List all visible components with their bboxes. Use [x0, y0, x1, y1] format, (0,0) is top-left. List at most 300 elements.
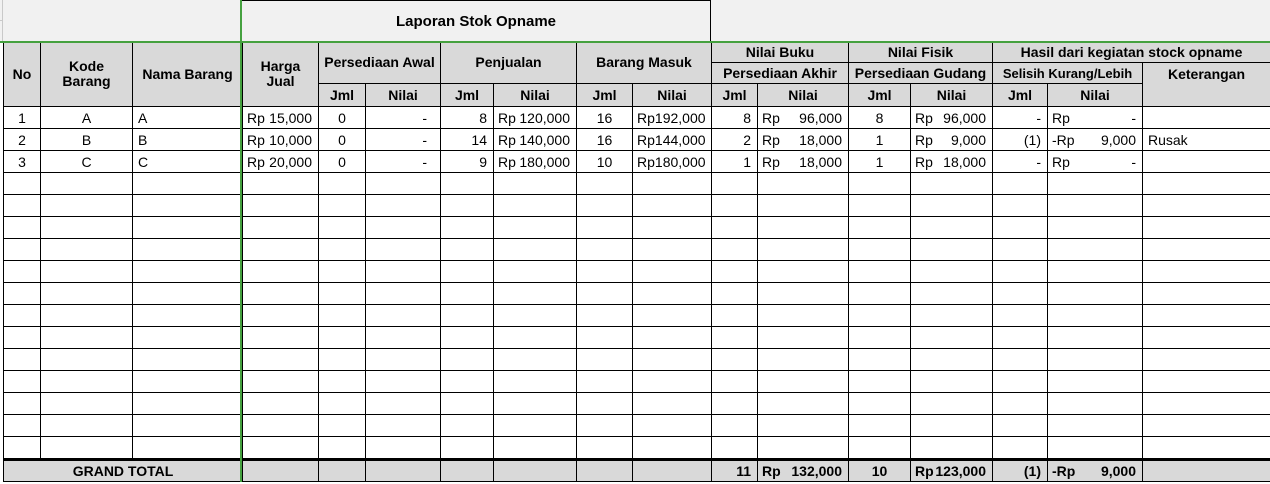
- empty-cell[interactable]: [4, 415, 41, 436]
- empty-cell[interactable]: [4, 305, 41, 326]
- empty-cell[interactable]: [1048, 415, 1143, 436]
- cell-pj-nilai[interactable]: [494, 129, 577, 150]
- cell-pj-jml[interactable]: 14: [441, 129, 494, 150]
- empty-cell[interactable]: [577, 349, 633, 370]
- cell-harga[interactable]: [243, 151, 319, 172]
- empty-cell[interactable]: [366, 283, 441, 304]
- empty-cell[interactable]: [366, 327, 441, 348]
- col-header-barang-masuk[interactable]: Barang Masuk: [577, 42, 712, 84]
- empty-cell[interactable]: [911, 437, 993, 458]
- empty-cell[interactable]: [712, 305, 758, 326]
- empty-cell[interactable]: [993, 217, 1048, 238]
- empty-cell[interactable]: [319, 393, 366, 414]
- empty-cell[interactable]: [319, 305, 366, 326]
- cell-nb-nilai[interactable]: [758, 129, 849, 150]
- empty-cell[interactable]: [366, 349, 441, 370]
- empty-cell[interactable]: [243, 327, 319, 348]
- cell-nb-jml[interactable]: 2: [712, 129, 758, 150]
- empty-cell[interactable]: [243, 239, 319, 260]
- empty-cell[interactable]: [758, 371, 849, 392]
- cell-nf-jml[interactable]: 1: [849, 151, 911, 172]
- empty-cell[interactable]: [1143, 261, 1270, 282]
- empty-cell[interactable]: [319, 239, 366, 260]
- empty-cell[interactable]: [319, 371, 366, 392]
- cell-kode[interactable]: A: [41, 107, 133, 128]
- empty-cell[interactable]: [911, 261, 993, 282]
- empty-cell[interactable]: [712, 195, 758, 216]
- empty-cell[interactable]: [993, 305, 1048, 326]
- col-header-nf-nilai[interactable]: Nilai: [911, 84, 993, 106]
- empty-cell[interactable]: [41, 437, 133, 458]
- empty-cell[interactable]: [577, 327, 633, 348]
- empty-cell[interactable]: [849, 327, 911, 348]
- col-header-hasil[interactable]: Hasil dari kegiatan stock opname: [993, 42, 1270, 63]
- grand-total-sl-jml[interactable]: (1): [993, 461, 1048, 481]
- empty-cell[interactable]: [993, 349, 1048, 370]
- empty-cell[interactable]: [1143, 371, 1270, 392]
- empty-cell[interactable]: [712, 371, 758, 392]
- empty-cell[interactable]: [366, 437, 441, 458]
- empty-cell[interactable]: [41, 327, 133, 348]
- empty-cell[interactable]: [41, 415, 133, 436]
- empty-cell[interactable]: [41, 239, 133, 260]
- empty-cell[interactable]: [133, 437, 243, 458]
- cell-pj-jml[interactable]: 8: [441, 107, 494, 128]
- empty-cell[interactable]: [633, 415, 712, 436]
- empty-cell[interactable]: [133, 305, 243, 326]
- empty-cell[interactable]: [577, 437, 633, 458]
- empty-cell[interactable]: [243, 437, 319, 458]
- cell-sl-jml[interactable]: (1): [993, 129, 1048, 150]
- cell-no[interactable]: 1: [4, 107, 41, 128]
- empty-cell[interactable]: [133, 371, 243, 392]
- empty-cell[interactable]: [133, 195, 243, 216]
- col-header-pj-nilai[interactable]: Nilai: [494, 84, 577, 106]
- empty-cell[interactable]: [441, 305, 494, 326]
- cell-bm-jml[interactable]: 10: [577, 151, 633, 172]
- empty-cell[interactable]: [441, 195, 494, 216]
- empty-cell[interactable]: [319, 349, 366, 370]
- empty-cell[interactable]: [133, 261, 243, 282]
- cell-sl-jml[interactable]: -: [993, 107, 1048, 128]
- col-header-bm-nilai[interactable]: Nilai: [633, 84, 712, 106]
- empty-cell[interactable]: [1143, 173, 1270, 194]
- cell-bm-nilai[interactable]: [633, 129, 712, 150]
- empty-cell[interactable]: [441, 261, 494, 282]
- empty-cell[interactable]: [494, 217, 577, 238]
- empty-cell[interactable]: [41, 261, 133, 282]
- empty-cell[interactable]: [633, 305, 712, 326]
- cell-pa-jml[interactable]: 0: [319, 107, 366, 128]
- col-header-pj-jml[interactable]: Jml: [441, 84, 494, 106]
- empty-cell[interactable]: [41, 173, 133, 194]
- col-header-nama-barang[interactable]: Nama Barang: [133, 42, 243, 106]
- empty-cell[interactable]: [494, 393, 577, 414]
- cell-keterangan[interactable]: [1143, 107, 1270, 128]
- empty-cell[interactable]: [712, 437, 758, 458]
- empty-cell[interactable]: [1143, 283, 1270, 304]
- empty-cell[interactable]: [758, 349, 849, 370]
- cell-nf-nilai[interactable]: [911, 107, 993, 128]
- empty-cell[interactable]: [849, 217, 911, 238]
- empty-cell[interactable]: [633, 195, 712, 216]
- empty-cell[interactable]: [712, 173, 758, 194]
- empty-cell[interactable]: [911, 371, 993, 392]
- cell-harga[interactable]: [243, 107, 319, 128]
- empty-cell[interactable]: [1048, 195, 1143, 216]
- empty-cell[interactable]: [243, 283, 319, 304]
- empty-cell[interactable]: [712, 261, 758, 282]
- empty-cell[interactable]: [758, 239, 849, 260]
- empty-cell[interactable]: [1143, 415, 1270, 436]
- cell-keterangan[interactable]: [1143, 151, 1270, 172]
- empty-cell[interactable]: [1143, 327, 1270, 348]
- cell-nb-nilai[interactable]: [758, 151, 849, 172]
- cell-pj-nilai[interactable]: [494, 107, 577, 128]
- col-header-kode-barang[interactable]: [41, 42, 133, 106]
- empty-cell[interactable]: [911, 195, 993, 216]
- empty-cell[interactable]: [441, 437, 494, 458]
- empty-cell[interactable]: [1143, 393, 1270, 414]
- empty-cell[interactable]: [366, 239, 441, 260]
- cell-nama[interactable]: C: [133, 151, 243, 172]
- cell-pa-jml[interactable]: 0: [319, 129, 366, 150]
- empty-cell[interactable]: [993, 371, 1048, 392]
- grand-total-sl-nilai[interactable]: [1048, 461, 1143, 481]
- col-header-nilai-fisik[interactable]: Nilai Fisik: [849, 42, 993, 63]
- empty-cell[interactable]: [4, 283, 41, 304]
- empty-cell[interactable]: [633, 283, 712, 304]
- cell-sl-nilai[interactable]: [1048, 129, 1143, 150]
- empty-cell[interactable]: [494, 371, 577, 392]
- empty-cell[interactable]: [494, 195, 577, 216]
- empty-cell[interactable]: [441, 349, 494, 370]
- empty-cell[interactable]: [633, 239, 712, 260]
- empty-cell[interactable]: [133, 415, 243, 436]
- cell-nama[interactable]: B: [133, 129, 243, 150]
- cell-sl-jml[interactable]: -: [993, 151, 1048, 172]
- empty-cell[interactable]: [712, 415, 758, 436]
- cell-sl-nilai[interactable]: [1048, 151, 1143, 172]
- empty-cell[interactable]: [577, 415, 633, 436]
- empty-cell[interactable]: [319, 283, 366, 304]
- empty-cell[interactable]: [4, 437, 41, 458]
- empty-cell[interactable]: [849, 393, 911, 414]
- col-header-sl-jml[interactable]: Jml: [993, 84, 1048, 106]
- empty-cell[interactable]: [712, 393, 758, 414]
- empty-cell[interactable]: [4, 261, 41, 282]
- empty-cell[interactable]: [758, 305, 849, 326]
- empty-cell[interactable]: [494, 305, 577, 326]
- cell-nb-nilai[interactable]: [758, 107, 849, 128]
- empty-cell[interactable]: [1048, 283, 1143, 304]
- empty-cell[interactable]: [366, 217, 441, 238]
- empty-cell[interactable]: [494, 349, 577, 370]
- grand-total-empty-cell[interactable]: [633, 461, 712, 481]
- empty-cell[interactable]: [441, 371, 494, 392]
- empty-cell[interactable]: [577, 305, 633, 326]
- empty-cell[interactable]: [758, 437, 849, 458]
- cell-pa-jml[interactable]: 0: [319, 151, 366, 172]
- grand-total-nf-nilai[interactable]: [911, 461, 993, 481]
- empty-cell[interactable]: [494, 437, 577, 458]
- empty-cell[interactable]: [1048, 437, 1143, 458]
- empty-cell[interactable]: [849, 239, 911, 260]
- grand-total-empty-cell[interactable]: [577, 461, 633, 481]
- empty-cell[interactable]: [633, 217, 712, 238]
- empty-cell[interactable]: [441, 283, 494, 304]
- empty-cell[interactable]: [494, 239, 577, 260]
- empty-cell[interactable]: [366, 371, 441, 392]
- cell-bm-nilai[interactable]: [633, 107, 712, 128]
- empty-cell[interactable]: [993, 415, 1048, 436]
- empty-cell[interactable]: [441, 393, 494, 414]
- grand-total-empty-cell[interactable]: [441, 461, 494, 481]
- empty-cell[interactable]: [633, 173, 712, 194]
- empty-cell[interactable]: [758, 393, 849, 414]
- cell-bm-jml[interactable]: 16: [577, 129, 633, 150]
- empty-cell[interactable]: [1048, 393, 1143, 414]
- cell-nf-nilai[interactable]: [911, 151, 993, 172]
- grand-total-nb-nilai[interactable]: [758, 461, 849, 481]
- grand-total-empty-cell[interactable]: [243, 461, 319, 481]
- empty-cell[interactable]: [1048, 173, 1143, 194]
- empty-cell[interactable]: [366, 393, 441, 414]
- empty-cell[interactable]: [1048, 305, 1143, 326]
- empty-cell[interactable]: [133, 173, 243, 194]
- empty-cell[interactable]: [319, 437, 366, 458]
- empty-cell[interactable]: [243, 371, 319, 392]
- col-header-keterangan[interactable]: Keterangan: [1143, 63, 1270, 85]
- grand-total-empty-cell[interactable]: [494, 461, 577, 481]
- empty-cell[interactable]: [712, 327, 758, 348]
- empty-cell[interactable]: [4, 239, 41, 260]
- empty-cell[interactable]: [577, 239, 633, 260]
- empty-cell[interactable]: [366, 195, 441, 216]
- empty-cell[interactable]: [911, 393, 993, 414]
- empty-cell[interactable]: [133, 217, 243, 238]
- empty-cell[interactable]: [366, 173, 441, 194]
- cell-nf-nilai[interactable]: [911, 129, 993, 150]
- empty-cell[interactable]: [494, 327, 577, 348]
- grand-total-label-cell[interactable]: GRAND TOTAL: [4, 461, 243, 481]
- empty-cell[interactable]: [993, 173, 1048, 194]
- col-header-penjualan[interactable]: Penjualan: [441, 42, 577, 84]
- cell-pj-nilai[interactable]: [494, 151, 577, 172]
- empty-cell[interactable]: [849, 261, 911, 282]
- empty-cell[interactable]: [366, 261, 441, 282]
- empty-cell[interactable]: [577, 261, 633, 282]
- empty-cell[interactable]: [243, 393, 319, 414]
- col-header-no[interactable]: No: [4, 42, 41, 106]
- empty-cell[interactable]: [494, 283, 577, 304]
- empty-cell[interactable]: [758, 415, 849, 436]
- empty-cell[interactable]: [633, 393, 712, 414]
- cell-no[interactable]: 2: [4, 129, 41, 150]
- empty-cell[interactable]: [911, 415, 993, 436]
- empty-cell[interactable]: [4, 371, 41, 392]
- empty-cell[interactable]: [4, 195, 41, 216]
- empty-cell[interactable]: [712, 349, 758, 370]
- empty-cell[interactable]: [849, 173, 911, 194]
- empty-cell[interactable]: [41, 195, 133, 216]
- empty-cell[interactable]: [577, 173, 633, 194]
- empty-cell[interactable]: [849, 437, 911, 458]
- cell-bm-nilai[interactable]: [633, 151, 712, 172]
- cell-harga[interactable]: [243, 129, 319, 150]
- empty-cell[interactable]: [993, 283, 1048, 304]
- grand-total-empty-cell[interactable]: [366, 461, 441, 481]
- empty-cell[interactable]: [319, 327, 366, 348]
- empty-cell[interactable]: [758, 217, 849, 238]
- empty-cell[interactable]: [41, 371, 133, 392]
- empty-cell[interactable]: [4, 173, 41, 194]
- empty-cell[interactable]: [758, 283, 849, 304]
- empty-cell[interactable]: [1048, 371, 1143, 392]
- empty-cell[interactable]: [712, 283, 758, 304]
- empty-cell[interactable]: [633, 371, 712, 392]
- empty-cell[interactable]: [1143, 239, 1270, 260]
- cell-pa-nilai[interactable]: -: [366, 129, 441, 150]
- col-header-persediaan-awal[interactable]: Persediaan Awal: [319, 42, 441, 84]
- empty-cell[interactable]: [441, 217, 494, 238]
- empty-cell[interactable]: [633, 437, 712, 458]
- empty-cell[interactable]: [993, 327, 1048, 348]
- empty-cell[interactable]: [1048, 217, 1143, 238]
- empty-cell[interactable]: [494, 173, 577, 194]
- col-header-nb-jml[interactable]: Jml: [712, 84, 758, 106]
- empty-cell[interactable]: [911, 349, 993, 370]
- empty-cell[interactable]: [758, 261, 849, 282]
- empty-cell[interactable]: [366, 415, 441, 436]
- empty-cell[interactable]: [911, 217, 993, 238]
- empty-cell[interactable]: [758, 195, 849, 216]
- empty-cell[interactable]: [4, 349, 41, 370]
- empty-cell[interactable]: [441, 415, 494, 436]
- empty-cell[interactable]: [849, 349, 911, 370]
- empty-cell[interactable]: [577, 371, 633, 392]
- empty-cell[interactable]: [366, 305, 441, 326]
- empty-cell[interactable]: [577, 393, 633, 414]
- empty-cell[interactable]: [993, 261, 1048, 282]
- empty-cell[interactable]: [319, 261, 366, 282]
- empty-cell[interactable]: [911, 173, 993, 194]
- col-header-selisih[interactable]: Selisih Kurang/Lebih: [993, 63, 1143, 84]
- empty-cell[interactable]: [1048, 327, 1143, 348]
- col-header-pa-jml[interactable]: Jml: [319, 84, 366, 106]
- empty-cell[interactable]: [1143, 349, 1270, 370]
- empty-cell[interactable]: [319, 217, 366, 238]
- empty-cell[interactable]: [758, 173, 849, 194]
- empty-cell[interactable]: [577, 217, 633, 238]
- empty-cell[interactable]: [577, 283, 633, 304]
- empty-cell[interactable]: [133, 393, 243, 414]
- empty-cell[interactable]: [494, 415, 577, 436]
- col-header-nf-jml[interactable]: Jml: [849, 84, 911, 106]
- empty-cell[interactable]: [41, 349, 133, 370]
- empty-cell[interactable]: [993, 437, 1048, 458]
- cell-no[interactable]: 3: [4, 151, 41, 172]
- empty-cell[interactable]: [911, 305, 993, 326]
- empty-cell[interactable]: [1143, 437, 1270, 458]
- col-header-persediaan-gudang[interactable]: Persediaan Gudang: [849, 63, 993, 84]
- col-header-bm-jml[interactable]: Jml: [577, 84, 633, 106]
- empty-cell[interactable]: [441, 239, 494, 260]
- empty-cell[interactable]: [243, 173, 319, 194]
- empty-cell[interactable]: [243, 217, 319, 238]
- empty-cell[interactable]: [319, 195, 366, 216]
- empty-cell[interactable]: [243, 305, 319, 326]
- empty-cell[interactable]: [758, 327, 849, 348]
- empty-cell[interactable]: [712, 217, 758, 238]
- col-header-nb-nilai[interactable]: Nilai: [758, 84, 849, 106]
- empty-cell[interactable]: [441, 173, 494, 194]
- col-header-pa-nilai[interactable]: Nilai: [366, 84, 441, 106]
- grand-total-keterangan[interactable]: [1143, 461, 1270, 481]
- empty-cell[interactable]: [133, 349, 243, 370]
- empty-cell[interactable]: [1048, 261, 1143, 282]
- empty-cell[interactable]: [911, 239, 993, 260]
- cell-pj-jml[interactable]: 9: [441, 151, 494, 172]
- empty-cell[interactable]: [911, 327, 993, 348]
- cell-kode[interactable]: B: [41, 129, 133, 150]
- cell-sl-nilai[interactable]: [1048, 107, 1143, 128]
- empty-cell[interactable]: [319, 173, 366, 194]
- empty-cell[interactable]: [41, 283, 133, 304]
- empty-cell[interactable]: [849, 415, 911, 436]
- empty-cell[interactable]: [849, 371, 911, 392]
- empty-cell[interactable]: [243, 195, 319, 216]
- col-header-nilai-buku[interactable]: Nilai Buku: [712, 42, 849, 63]
- cell-bm-jml[interactable]: 16: [577, 107, 633, 128]
- empty-cell[interactable]: [133, 327, 243, 348]
- cell-pa-nilai[interactable]: -: [366, 107, 441, 128]
- cell-nb-jml[interactable]: 8: [712, 107, 758, 128]
- col-header-harga-jual[interactable]: [243, 42, 319, 106]
- cell-kode[interactable]: C: [41, 151, 133, 172]
- col-header-persediaan-akhir[interactable]: Persediaan Akhir: [712, 63, 849, 84]
- empty-cell[interactable]: [577, 195, 633, 216]
- empty-cell[interactable]: [4, 393, 41, 414]
- cell-pa-nilai[interactable]: -: [366, 151, 441, 172]
- col-header-sl-nilai[interactable]: Nilai: [1048, 84, 1143, 106]
- empty-cell[interactable]: [41, 217, 133, 238]
- report-title-cell[interactable]: [242, 0, 711, 42]
- empty-cell[interactable]: [494, 261, 577, 282]
- empty-cell[interactable]: [41, 393, 133, 414]
- empty-cell[interactable]: [1048, 239, 1143, 260]
- empty-cell[interactable]: [993, 239, 1048, 260]
- empty-cell[interactable]: [1143, 217, 1270, 238]
- cell-nf-jml[interactable]: 1: [849, 129, 911, 150]
- empty-cell[interactable]: [441, 327, 494, 348]
- grand-total-nf-jml[interactable]: 10: [849, 461, 911, 481]
- empty-cell[interactable]: [1143, 305, 1270, 326]
- empty-cell[interactable]: [243, 349, 319, 370]
- empty-cell[interactable]: [849, 283, 911, 304]
- empty-cell[interactable]: [712, 239, 758, 260]
- empty-cell[interactable]: [243, 415, 319, 436]
- empty-cell[interactable]: [633, 327, 712, 348]
- cell-keterangan[interactable]: Rusak: [1143, 129, 1270, 150]
- empty-cell[interactable]: [1048, 349, 1143, 370]
- cell-nf-jml[interactable]: 8: [849, 107, 911, 128]
- empty-cell[interactable]: [911, 283, 993, 304]
- empty-cell[interactable]: [993, 393, 1048, 414]
- empty-cell[interactable]: [849, 195, 911, 216]
- grand-total-empty-cell[interactable]: [319, 461, 366, 481]
- empty-cell[interactable]: [243, 261, 319, 282]
